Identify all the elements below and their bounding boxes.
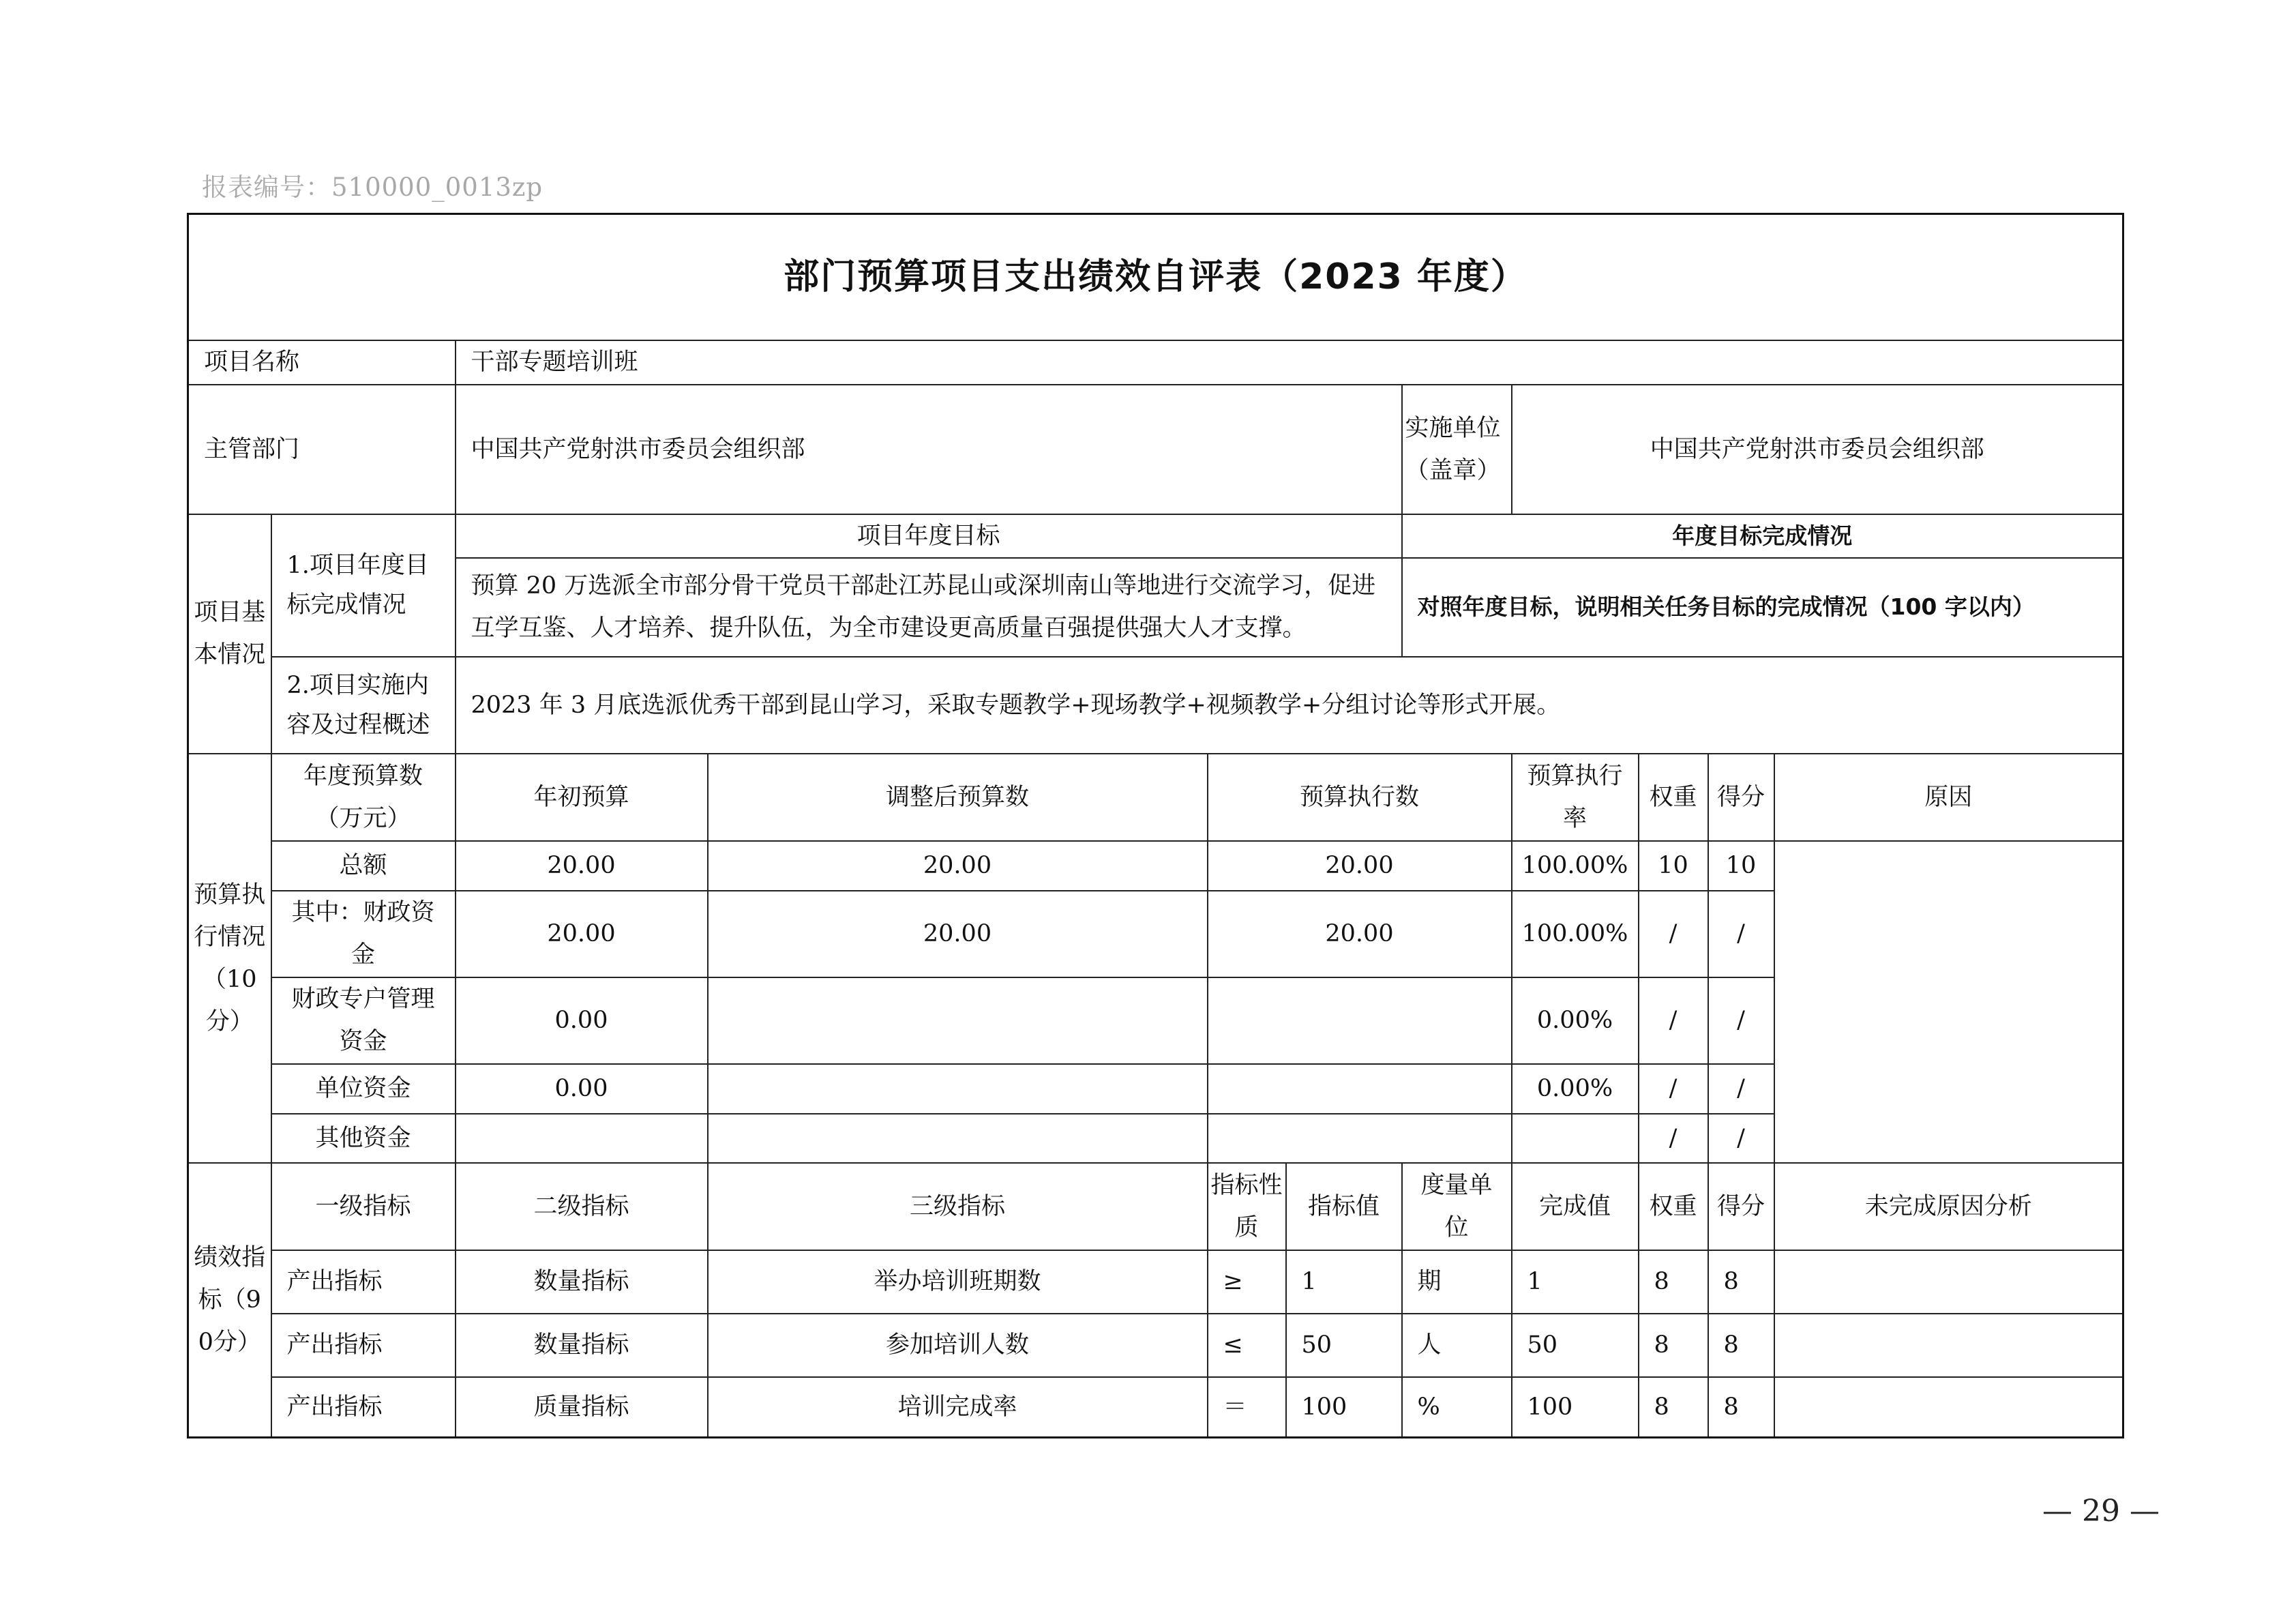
- indicator-unit: %: [1402, 1377, 1512, 1438]
- indicator-weight: 8: [1639, 1377, 1708, 1438]
- budget-executed: 20.00: [1208, 891, 1512, 977]
- budget-adjusted: 20.00: [708, 891, 1208, 977]
- budget-adjusted: [708, 1114, 1208, 1163]
- budget-execution-label: 预算执行情况（10分）: [188, 754, 271, 1163]
- budget-executed: [1208, 977, 1512, 1064]
- indicator-level3: 举办培训班期数: [708, 1250, 1208, 1314]
- budget-adjusted: 20.00: [708, 841, 1208, 891]
- level3-header: 三级指标: [708, 1163, 1208, 1250]
- budget-row-label: 其他资金: [271, 1114, 456, 1163]
- budget-initial: 20.00: [456, 891, 708, 977]
- indicator-level2: 质量指标: [456, 1377, 708, 1438]
- indicator-reason: [1774, 1250, 2123, 1314]
- value-header: 指标值: [1286, 1163, 1402, 1250]
- supervising-dept-value: 中国共产党射洪市委员会组织部: [456, 385, 1402, 514]
- incomplete-reason-header: 未完成原因分析: [1774, 1163, 2123, 1250]
- basic-situation-label: 项目基本情况: [188, 514, 271, 754]
- weight-header: 权重: [1639, 754, 1708, 841]
- goal-completion-text: 对照年度目标，说明相关任务目标的完成情况（100 字以内）: [1402, 558, 2123, 657]
- indicator-weight: 8: [1639, 1314, 1708, 1377]
- indicator-row: [188, 1377, 2123, 1438]
- nature-header: 指标性质: [1208, 1163, 1286, 1250]
- page-number: — 29 —: [2042, 1494, 2160, 1529]
- indicator-reason: [1774, 1314, 2123, 1377]
- actual-value-header: 完成值: [1512, 1163, 1639, 1250]
- annual-budget-header: 年度预算数（万元）: [271, 754, 456, 841]
- budget-weight: /: [1639, 1064, 1708, 1114]
- indicator-level1: 产出指标: [271, 1250, 456, 1314]
- budget-row-label: 总额: [271, 841, 456, 891]
- budget-executed: [1208, 1064, 1512, 1114]
- indicator-level3: 参加培训人数: [708, 1314, 1208, 1377]
- indicator-actual: 50: [1512, 1314, 1639, 1377]
- budget-rate: 100.00%: [1512, 841, 1639, 891]
- budget-executed: [1208, 1114, 1512, 1163]
- budget-initial: 0.00: [456, 1064, 708, 1114]
- unit-header: 度量单位: [1402, 1163, 1512, 1250]
- indicator-level1: 产出指标: [271, 1314, 456, 1377]
- indicator-level1: 产出指标: [271, 1377, 456, 1438]
- budget-score: /: [1708, 977, 1774, 1064]
- indicator-row: [188, 1250, 2123, 1314]
- indicator-nature: ＝: [1208, 1377, 1286, 1438]
- report-code: 报表编号：510000_0013zp: [202, 173, 543, 202]
- indicator-score: 8: [1708, 1377, 1774, 1438]
- budget-executed: 20.00: [1208, 841, 1512, 891]
- budget-weight: /: [1639, 891, 1708, 977]
- annual-goal-header: 项目年度目标: [456, 514, 1402, 558]
- indicator-reason: [1774, 1377, 2123, 1438]
- indicator-row: [188, 1314, 2123, 1377]
- indicator-score: 8: [1708, 1314, 1774, 1377]
- budget-weight: 10: [1639, 841, 1708, 891]
- indicator-value: 100: [1286, 1377, 1402, 1438]
- budget-score: /: [1708, 891, 1774, 977]
- annual-goal-label: 1.项目年度目标完成情况: [271, 514, 456, 657]
- performance-indicators-label: 绩效指标（90分）: [188, 1163, 271, 1438]
- table-title: 部门预算项目支出绩效自评表（2023 年度）: [188, 214, 2123, 340]
- budget-initial: [456, 1114, 708, 1163]
- budget-adjusted: [708, 1064, 1208, 1114]
- annual-goal-text: 预算 20 万选派全市部分骨干党员干部赴江苏昆山或深圳南山等地进行交流学习，促进互学互鉴、人才培养、提升队伍，为全市建设更高质量百强提供强大人才支撑。: [456, 558, 1402, 657]
- indicator-unit: 期: [1402, 1250, 1512, 1314]
- budget-initial: 20.00: [456, 841, 708, 891]
- implementing-unit-label: 实施单位（盖章）: [1402, 385, 1512, 514]
- indicator-actual: 100: [1512, 1377, 1639, 1438]
- indicator-nature: ≥: [1208, 1250, 1286, 1314]
- budget-row-label: 其中：财政资金: [271, 891, 456, 977]
- goal-completion-header: 年度目标完成情况: [1402, 514, 2123, 558]
- budget-initial: 0.00: [456, 977, 708, 1064]
- performance-self-evaluation-table: [187, 213, 2124, 1438]
- supervising-dept-label: 主管部门: [188, 385, 456, 514]
- perf-score-header: 得分: [1708, 1163, 1774, 1250]
- indicator-level3: 培训完成率: [708, 1377, 1208, 1438]
- indicator-level2: 数量指标: [456, 1314, 708, 1377]
- initial-budget-header: 年初预算: [456, 754, 708, 841]
- budget-weight: /: [1639, 1114, 1708, 1163]
- indicator-nature: ≤: [1208, 1314, 1286, 1377]
- indicator-level2: 数量指标: [456, 1250, 708, 1314]
- budget-row-label: 单位资金: [271, 1064, 456, 1114]
- budget-score: /: [1708, 1064, 1774, 1114]
- indicator-unit: 人: [1402, 1314, 1512, 1377]
- implementing-unit-value: 中国共产党射洪市委员会组织部: [1512, 385, 2123, 514]
- executed-budget-header: 预算执行数: [1208, 754, 1512, 841]
- indicator-score: 8: [1708, 1250, 1774, 1314]
- indicator-value: 50: [1286, 1314, 1402, 1377]
- budget-weight: /: [1639, 977, 1708, 1064]
- budget-score: 10: [1708, 841, 1774, 891]
- implementation-content-text: 2023 年 3 月底选派优秀干部到昆山学习，采取专题教学+现场教学+视频教学+分组讨论等形式开展。: [456, 657, 2123, 754]
- budget-score: /: [1708, 1114, 1774, 1163]
- project-name-label: 项目名称: [188, 340, 456, 385]
- reason-header: 原因: [1774, 754, 2123, 841]
- budget-rate: 0.00%: [1512, 1064, 1639, 1114]
- adjusted-budget-header: 调整后预算数: [708, 754, 1208, 841]
- budget-row-label: 财政专户管理资金: [271, 977, 456, 1064]
- level2-header: 二级指标: [456, 1163, 708, 1250]
- budget-row: [188, 841, 2123, 891]
- indicator-value: 1: [1286, 1250, 1402, 1314]
- execution-rate-header: 预算执行率: [1512, 754, 1639, 841]
- score-header: 得分: [1708, 754, 1774, 841]
- indicator-actual: 1: [1512, 1250, 1639, 1314]
- budget-rate: 100.00%: [1512, 891, 1639, 977]
- budget-reason: [1774, 841, 2123, 1163]
- implementation-content-label: 2.项目实施内容及过程概述: [271, 657, 456, 754]
- level1-header: 一级指标: [271, 1163, 456, 1250]
- indicator-weight: 8: [1639, 1250, 1708, 1314]
- project-name-value: 干部专题培训班: [456, 340, 2123, 385]
- perf-weight-header: 权重: [1639, 1163, 1708, 1250]
- budget-adjusted: [708, 977, 1208, 1064]
- budget-rate: 0.00%: [1512, 977, 1639, 1064]
- budget-rate: [1512, 1114, 1639, 1163]
